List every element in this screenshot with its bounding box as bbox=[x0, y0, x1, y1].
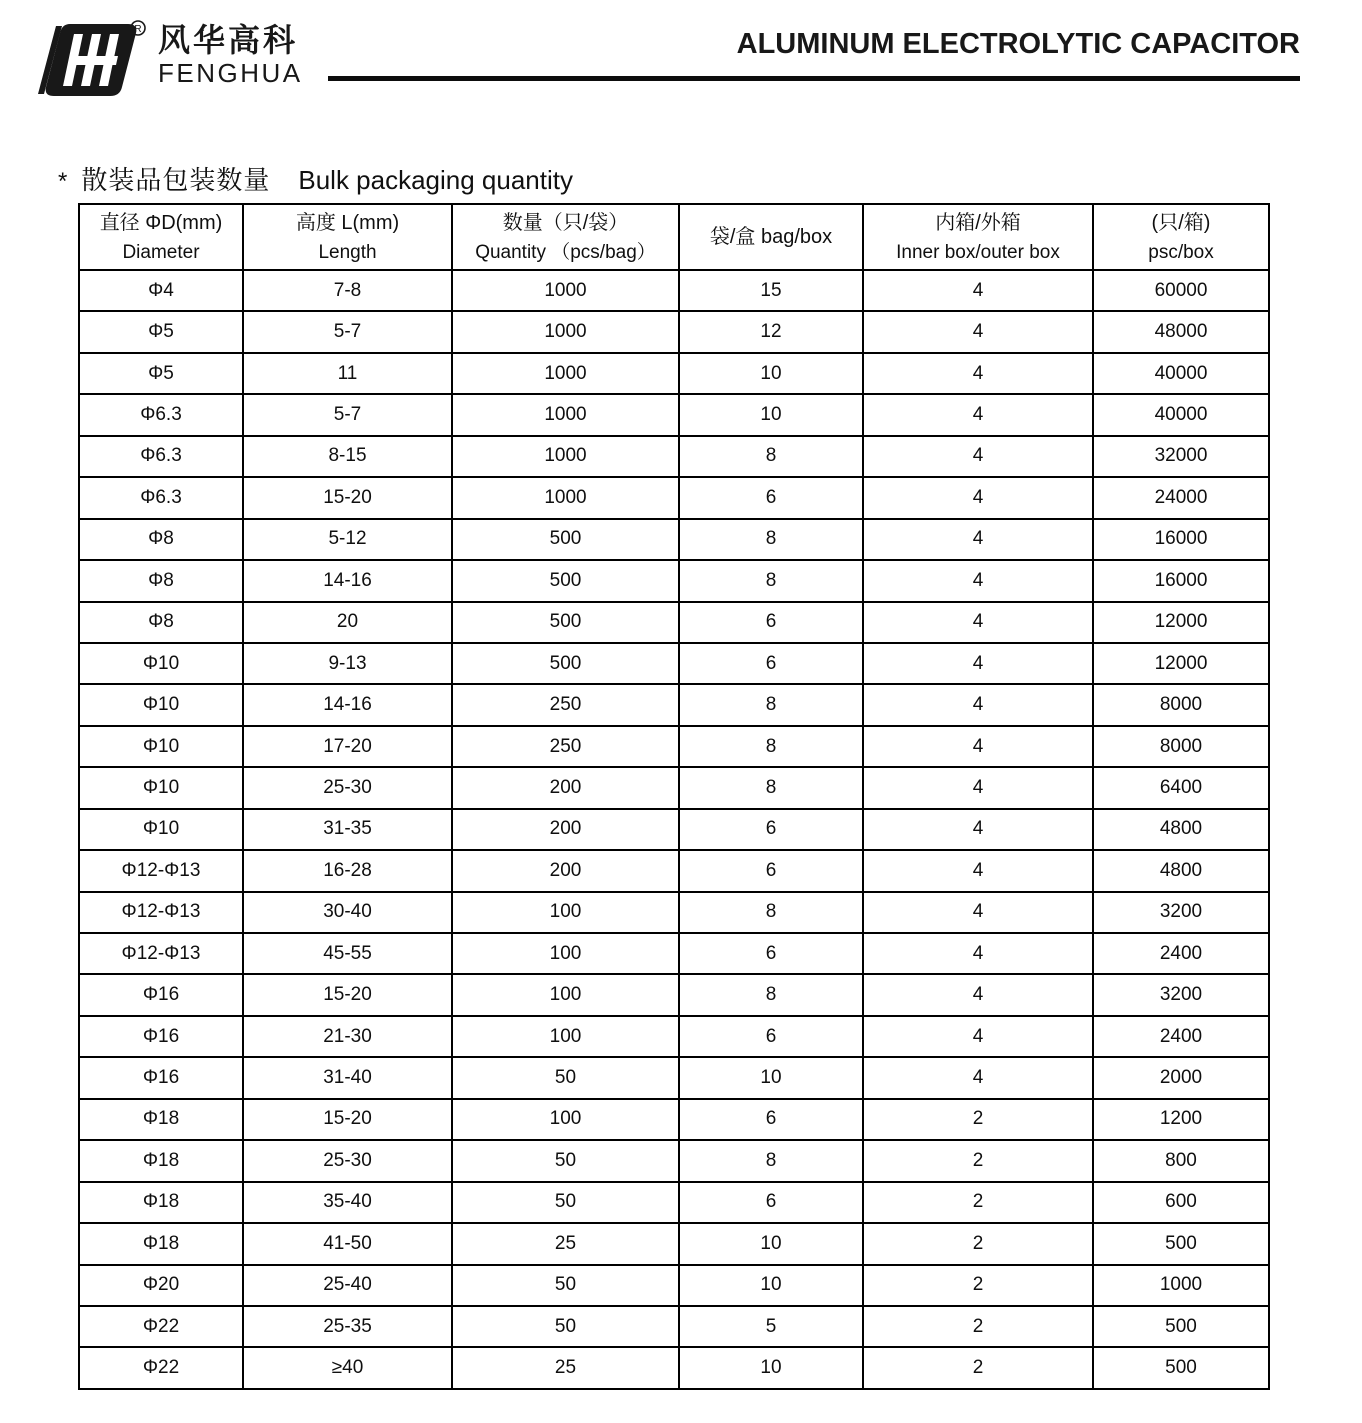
cell-inner-outer-box: 4 bbox=[863, 436, 1093, 477]
cell-pcs-per-box: 800 bbox=[1093, 1140, 1269, 1181]
table-row bbox=[79, 477, 1269, 518]
cell-diameter: Φ10 bbox=[79, 767, 243, 808]
column-header-length bbox=[243, 204, 452, 270]
table-row bbox=[79, 1306, 1269, 1347]
cell-diameter: Φ8 bbox=[79, 519, 243, 560]
table-row bbox=[79, 519, 1269, 560]
cell-qty-per-bag: 250 bbox=[452, 726, 679, 767]
column-header-label-cn: 内箱/外箱 bbox=[935, 211, 1021, 234]
cell-qty-per-bag: 1000 bbox=[452, 311, 679, 352]
cell-bag-per-box: 6 bbox=[679, 1099, 863, 1140]
column-header-label-en: psc/box bbox=[1148, 241, 1214, 263]
cell-length: 7-8 bbox=[243, 270, 452, 311]
cell-qty-per-bag: 1000 bbox=[452, 477, 679, 518]
table-row bbox=[79, 974, 1269, 1015]
cell-qty-per-bag: 50 bbox=[452, 1182, 679, 1223]
cell-length: 35-40 bbox=[243, 1182, 452, 1223]
cell-bag-per-box: 8 bbox=[679, 892, 863, 933]
cell-diameter: Φ20 bbox=[79, 1265, 243, 1306]
cell-diameter: Φ5 bbox=[79, 311, 243, 352]
section-title-cn: 散装品包装数量 bbox=[81, 165, 271, 195]
cell-pcs-per-box: 2400 bbox=[1093, 933, 1269, 974]
cell-inner-outer-box: 4 bbox=[863, 519, 1093, 560]
cell-diameter: Φ6.3 bbox=[79, 436, 243, 477]
cell-length: 25-35 bbox=[243, 1306, 452, 1347]
cell-pcs-per-box: 3200 bbox=[1093, 892, 1269, 933]
cell-bag-per-box: 6 bbox=[679, 850, 863, 891]
cell-inner-outer-box: 4 bbox=[863, 311, 1093, 352]
cell-length: 25-30 bbox=[243, 767, 452, 808]
cell-pcs-per-box: 600 bbox=[1093, 1182, 1269, 1223]
column-header-bag-per-box bbox=[679, 204, 863, 270]
brand-text bbox=[158, 24, 303, 86]
cell-qty-per-bag: 1000 bbox=[452, 270, 679, 311]
cell-diameter: Φ16 bbox=[79, 974, 243, 1015]
cell-inner-outer-box: 4 bbox=[863, 1016, 1093, 1057]
cell-pcs-per-box: 4800 bbox=[1093, 850, 1269, 891]
cell-pcs-per-box: 500 bbox=[1093, 1223, 1269, 1264]
table-row bbox=[79, 1140, 1269, 1181]
cell-pcs-per-box: 32000 bbox=[1093, 436, 1269, 477]
cell-pcs-per-box: 48000 bbox=[1093, 311, 1269, 352]
column-header-label-cn: 高度 L(mm) bbox=[295, 211, 400, 234]
cell-qty-per-bag: 50 bbox=[452, 1306, 679, 1347]
cell-length: 5-7 bbox=[243, 394, 452, 435]
section-heading bbox=[58, 160, 573, 197]
cell-length: 25-40 bbox=[243, 1265, 452, 1306]
cell-length: 16-28 bbox=[243, 850, 452, 891]
cell-bag-per-box: 8 bbox=[679, 767, 863, 808]
cell-bag-per-box: 6 bbox=[679, 1182, 863, 1223]
cell-length: 9-13 bbox=[243, 643, 452, 684]
cell-inner-outer-box: 4 bbox=[863, 892, 1093, 933]
column-header-label-cn: 袋/盒 bag/box bbox=[709, 225, 833, 248]
cell-diameter: Φ4 bbox=[79, 270, 243, 311]
document-title: ALUMINUM ELECTROLYTIC CAPACITOR bbox=[736, 28, 1300, 60]
table-row bbox=[79, 270, 1269, 311]
section-bullet: * bbox=[58, 168, 68, 195]
cell-bag-per-box: 10 bbox=[679, 1223, 863, 1264]
column-header-label-en: Diameter bbox=[122, 241, 200, 263]
cell-inner-outer-box: 4 bbox=[863, 726, 1093, 767]
table-row bbox=[79, 767, 1269, 808]
cell-bag-per-box: 10 bbox=[679, 1057, 863, 1098]
cell-qty-per-bag: 250 bbox=[452, 684, 679, 725]
cell-pcs-per-box: 8000 bbox=[1093, 684, 1269, 725]
cell-inner-outer-box: 4 bbox=[863, 602, 1093, 643]
cell-bag-per-box: 15 bbox=[679, 270, 863, 311]
fenghua-logo-icon bbox=[30, 18, 148, 102]
svg-text:R: R bbox=[134, 24, 142, 35]
table-row bbox=[79, 311, 1269, 352]
column-header-diameter bbox=[79, 204, 243, 270]
cell-length: 15-20 bbox=[243, 974, 452, 1015]
table-row bbox=[79, 850, 1269, 891]
table-row bbox=[79, 892, 1269, 933]
cell-pcs-per-box: 6400 bbox=[1093, 767, 1269, 808]
cell-length: 14-16 bbox=[243, 560, 452, 601]
cell-qty-per-bag: 1000 bbox=[452, 394, 679, 435]
column-header-label-en: Length bbox=[318, 241, 377, 263]
cell-pcs-per-box: 40000 bbox=[1093, 353, 1269, 394]
cell-inner-outer-box: 4 bbox=[863, 767, 1093, 808]
table-row bbox=[79, 643, 1269, 684]
cell-qty-per-bag: 100 bbox=[452, 1099, 679, 1140]
cell-length: 8-15 bbox=[243, 436, 452, 477]
table-row bbox=[79, 353, 1269, 394]
table-row bbox=[79, 394, 1269, 435]
column-header-label-en: Inner box/outer box bbox=[896, 241, 1060, 263]
cell-diameter: Φ10 bbox=[79, 684, 243, 725]
cell-diameter: Φ22 bbox=[79, 1306, 243, 1347]
cell-length: 14-16 bbox=[243, 684, 452, 725]
cell-pcs-per-box: 60000 bbox=[1093, 270, 1269, 311]
cell-diameter: Φ10 bbox=[79, 643, 243, 684]
cell-pcs-per-box: 3200 bbox=[1093, 974, 1269, 1015]
cell-diameter: Φ16 bbox=[79, 1016, 243, 1057]
cell-bag-per-box: 12 bbox=[679, 311, 863, 352]
cell-diameter: Φ18 bbox=[79, 1099, 243, 1140]
cell-diameter: Φ16 bbox=[79, 1057, 243, 1098]
cell-inner-outer-box: 2 bbox=[863, 1140, 1093, 1181]
cell-diameter: Φ6.3 bbox=[79, 394, 243, 435]
table-row bbox=[79, 1057, 1269, 1098]
cell-inner-outer-box: 4 bbox=[863, 477, 1093, 518]
cell-pcs-per-box: 500 bbox=[1093, 1306, 1269, 1347]
cell-length: 20 bbox=[243, 602, 452, 643]
cell-qty-per-bag: 100 bbox=[452, 974, 679, 1015]
cell-diameter: Φ10 bbox=[79, 726, 243, 767]
cell-qty-per-bag: 100 bbox=[452, 1016, 679, 1057]
cell-qty-per-bag: 25 bbox=[452, 1347, 679, 1388]
cell-diameter: Φ18 bbox=[79, 1223, 243, 1264]
cell-qty-per-bag: 1000 bbox=[452, 353, 679, 394]
cell-bag-per-box: 8 bbox=[679, 1140, 863, 1181]
cell-pcs-per-box: 24000 bbox=[1093, 477, 1269, 518]
cell-length: 31-40 bbox=[243, 1057, 452, 1098]
cell-pcs-per-box: 2400 bbox=[1093, 1016, 1269, 1057]
cell-inner-outer-box: 4 bbox=[863, 933, 1093, 974]
cell-bag-per-box: 6 bbox=[679, 602, 863, 643]
cell-bag-per-box: 8 bbox=[679, 560, 863, 601]
cell-diameter: Φ6.3 bbox=[79, 477, 243, 518]
cell-bag-per-box: 10 bbox=[679, 353, 863, 394]
table-row bbox=[79, 684, 1269, 725]
cell-pcs-per-box: 1200 bbox=[1093, 1099, 1269, 1140]
table-row bbox=[79, 1223, 1269, 1264]
cell-length: ≥40 bbox=[243, 1347, 452, 1388]
cell-qty-per-bag: 100 bbox=[452, 933, 679, 974]
cell-bag-per-box: 6 bbox=[679, 1016, 863, 1057]
cell-qty-per-bag: 1000 bbox=[452, 436, 679, 477]
cell-bag-per-box: 8 bbox=[679, 974, 863, 1015]
column-header-pcs-per-box bbox=[1093, 204, 1269, 270]
cell-length: 21-30 bbox=[243, 1016, 452, 1057]
brand-name-cn: 风华高科 bbox=[158, 22, 299, 58]
cell-length: 41-50 bbox=[243, 1223, 452, 1264]
cell-qty-per-bag: 25 bbox=[452, 1223, 679, 1264]
cell-bag-per-box: 6 bbox=[679, 643, 863, 684]
cell-bag-per-box: 10 bbox=[679, 394, 863, 435]
cell-length: 30-40 bbox=[243, 892, 452, 933]
cell-bag-per-box: 10 bbox=[679, 1347, 863, 1388]
cell-length: 15-20 bbox=[243, 477, 452, 518]
table-row bbox=[79, 1016, 1269, 1057]
cell-inner-outer-box: 2 bbox=[863, 1265, 1093, 1306]
table-header-row bbox=[79, 204, 1269, 270]
cell-inner-outer-box: 4 bbox=[863, 270, 1093, 311]
cell-bag-per-box: 8 bbox=[679, 519, 863, 560]
cell-pcs-per-box: 16000 bbox=[1093, 519, 1269, 560]
cell-diameter: Φ22 bbox=[79, 1347, 243, 1388]
cell-qty-per-bag: 50 bbox=[452, 1057, 679, 1098]
cell-inner-outer-box: 4 bbox=[863, 684, 1093, 725]
cell-pcs-per-box: 12000 bbox=[1093, 602, 1269, 643]
cell-pcs-per-box: 16000 bbox=[1093, 560, 1269, 601]
cell-length: 45-55 bbox=[243, 933, 452, 974]
cell-inner-outer-box: 4 bbox=[863, 560, 1093, 601]
table-row bbox=[79, 1099, 1269, 1140]
cell-length: 15-20 bbox=[243, 1099, 452, 1140]
cell-bag-per-box: 8 bbox=[679, 684, 863, 725]
cell-pcs-per-box: 40000 bbox=[1093, 394, 1269, 435]
cell-inner-outer-box: 2 bbox=[863, 1347, 1093, 1388]
cell-pcs-per-box: 500 bbox=[1093, 1347, 1269, 1388]
cell-pcs-per-box: 2000 bbox=[1093, 1057, 1269, 1098]
cell-length: 17-20 bbox=[243, 726, 452, 767]
cell-length: 11 bbox=[243, 353, 452, 394]
cell-qty-per-bag: 50 bbox=[452, 1265, 679, 1306]
column-header-label-cn: 直径 ΦD(mm) bbox=[99, 211, 223, 234]
cell-inner-outer-box: 2 bbox=[863, 1182, 1093, 1223]
cell-inner-outer-box: 2 bbox=[863, 1099, 1093, 1140]
cell-inner-outer-box: 4 bbox=[863, 394, 1093, 435]
header-rule bbox=[328, 76, 1300, 81]
cell-bag-per-box: 10 bbox=[679, 1265, 863, 1306]
cell-pcs-per-box: 12000 bbox=[1093, 643, 1269, 684]
brand-name-en: FENGHUA bbox=[158, 58, 303, 88]
table-row bbox=[79, 602, 1269, 643]
cell-diameter: Φ18 bbox=[79, 1182, 243, 1223]
cell-qty-per-bag: 500 bbox=[452, 643, 679, 684]
column-header-qty-per-bag bbox=[452, 204, 679, 270]
table-row bbox=[79, 560, 1269, 601]
section-title-en: Bulk packaging quantity bbox=[298, 165, 573, 195]
cell-length: 5-12 bbox=[243, 519, 452, 560]
cell-bag-per-box: 5 bbox=[679, 1306, 863, 1347]
cell-qty-per-bag: 200 bbox=[452, 850, 679, 891]
cell-bag-per-box: 6 bbox=[679, 809, 863, 850]
cell-inner-outer-box: 2 bbox=[863, 1306, 1093, 1347]
table-row bbox=[79, 933, 1269, 974]
cell-diameter: Φ10 bbox=[79, 809, 243, 850]
cell-diameter: Φ12-Φ13 bbox=[79, 933, 243, 974]
table-row bbox=[79, 436, 1269, 477]
cell-inner-outer-box: 2 bbox=[863, 1223, 1093, 1264]
cell-inner-outer-box: 4 bbox=[863, 643, 1093, 684]
cell-qty-per-bag: 200 bbox=[452, 809, 679, 850]
table-row bbox=[79, 1182, 1269, 1223]
cell-length: 5-7 bbox=[243, 311, 452, 352]
cell-diameter: Φ12-Φ13 bbox=[79, 892, 243, 933]
cell-inner-outer-box: 4 bbox=[863, 809, 1093, 850]
cell-diameter: Φ18 bbox=[79, 1140, 243, 1181]
column-header-label-cn: 数量（只/袋） bbox=[502, 211, 629, 234]
cell-length: 31-35 bbox=[243, 809, 452, 850]
cell-diameter: Φ8 bbox=[79, 560, 243, 601]
cell-qty-per-bag: 500 bbox=[452, 602, 679, 643]
cell-pcs-per-box: 8000 bbox=[1093, 726, 1269, 767]
cell-bag-per-box: 6 bbox=[679, 933, 863, 974]
cell-qty-per-bag: 500 bbox=[452, 519, 679, 560]
cell-bag-per-box: 8 bbox=[679, 726, 863, 767]
table-row bbox=[79, 809, 1269, 850]
cell-inner-outer-box: 4 bbox=[863, 1057, 1093, 1098]
table-row bbox=[79, 726, 1269, 767]
column-header-label-cn: (只/箱) bbox=[1151, 211, 1211, 234]
cell-qty-per-bag: 50 bbox=[452, 1140, 679, 1181]
table-row bbox=[79, 1347, 1269, 1388]
cell-qty-per-bag: 100 bbox=[452, 892, 679, 933]
cell-inner-outer-box: 4 bbox=[863, 974, 1093, 1015]
cell-diameter: Φ12-Φ13 bbox=[79, 850, 243, 891]
column-header-inner-outer-box bbox=[863, 204, 1093, 270]
cell-length: 25-30 bbox=[243, 1140, 452, 1181]
cell-pcs-per-box: 4800 bbox=[1093, 809, 1269, 850]
cell-diameter: Φ5 bbox=[79, 353, 243, 394]
cell-inner-outer-box: 4 bbox=[863, 353, 1093, 394]
cell-qty-per-bag: 500 bbox=[452, 560, 679, 601]
cell-pcs-per-box: 1000 bbox=[1093, 1265, 1269, 1306]
cell-inner-outer-box: 4 bbox=[863, 850, 1093, 891]
bulk-packaging-table bbox=[78, 203, 1270, 1390]
column-header-label-en: Quantity （pcs/bag） bbox=[475, 241, 656, 263]
cell-qty-per-bag: 200 bbox=[452, 767, 679, 808]
cell-diameter: Φ8 bbox=[79, 602, 243, 643]
cell-bag-per-box: 6 bbox=[679, 477, 863, 518]
cell-bag-per-box: 8 bbox=[679, 436, 863, 477]
table-row bbox=[79, 1265, 1269, 1306]
